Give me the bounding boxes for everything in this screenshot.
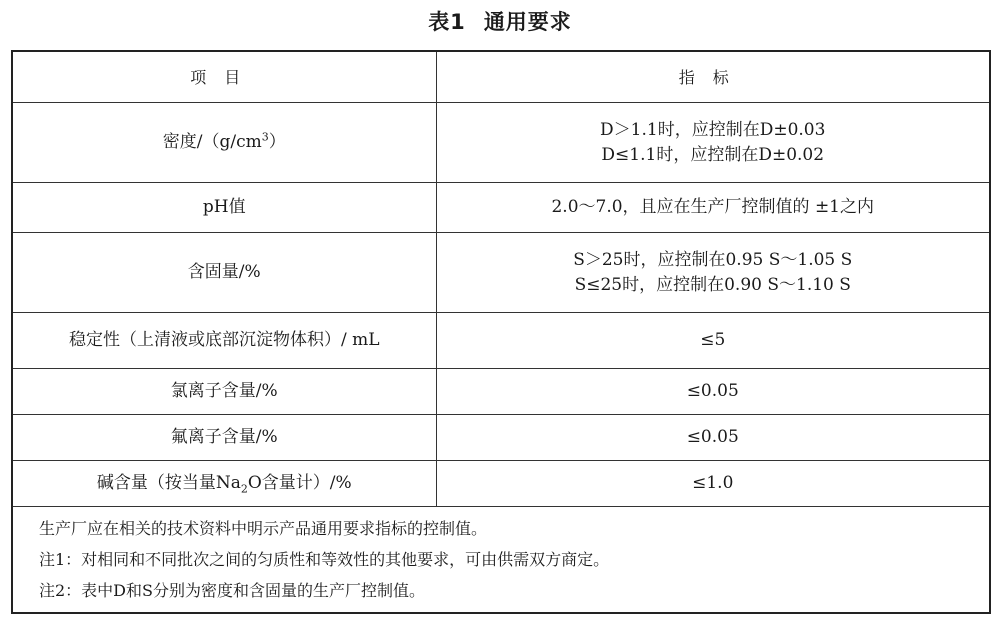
note-2: 注2：表中D和S分别为密度和含固量的生产厂控制值。 [39,581,425,600]
alkali-item-suffix: O含量计）/% [247,473,352,493]
chloride-value-cell: ≤0.05 [436,369,990,415]
stability-item-cell: 稳定性（上清液或底部沉淀物体积）/ mL [12,313,436,369]
table-row-density [12,103,990,183]
ph-item-cell: pH值 [12,183,436,233]
table-title-text: 通用要求 [483,10,572,34]
table-row-chloride [12,369,990,415]
alkali-item-prefix: 碱含量（按当量Na [96,473,241,493]
table-row-fluoride [12,415,990,461]
table-row-stability [12,313,990,369]
header-item: 项目 [12,51,436,103]
density-item-prefix: 密度/（g/cm [162,132,262,152]
fluoride-value-cell: ≤0.05 [436,415,990,461]
table-notes-row [12,507,990,614]
stability-value-cell: ≤5 [436,313,990,369]
alkali-item-sub: 2 [240,482,248,496]
table-row-solids [12,233,990,313]
table-row-ph [12,183,990,233]
table-title [0,6,1000,36]
table-header-row [12,51,990,103]
solids-item-cell: 含固量/% [12,233,436,313]
table-number: 表1 [428,10,466,34]
density-value-cell [436,103,990,183]
density-item-suffix: ） [268,132,286,152]
header-index: 指标 [436,51,990,103]
solids-value-cell [436,233,990,313]
density-value-line-2: D≤1.1时，应控制在D±0.02 [601,144,825,165]
note-1: 注1：对相同和不同批次之间的匀质性和等效性的其他要求，可由供需双方商定。 [39,550,610,569]
chloride-item-cell: 氯离子含量/% [12,369,436,415]
table-row-alkali [12,461,990,507]
density-item-sup: 3 [261,130,269,144]
notes-cell [12,507,990,614]
fluoride-item-cell: 氟离子含量/% [12,415,436,461]
density-value-line-1: D＞1.1时，应控制在D±0.03 [600,119,826,140]
solids-value-line-1: S＞25时，应控制在0.95 S～1.05 S [573,249,853,270]
alkali-value-cell: ≤1.0 [436,461,990,507]
alkali-item-cell [12,461,436,507]
density-item-cell [12,103,436,183]
note-general: 生产厂应在相关的技术资料中明示产品通用要求指标的控制值。 [39,519,488,538]
ph-value-cell: 2.0～7.0，且应在生产厂控制值的 ±1之内 [436,183,990,233]
solids-value-line-2: S≤25时，应控制在0.90 S～1.10 S [574,274,851,295]
requirements-table [11,50,991,614]
